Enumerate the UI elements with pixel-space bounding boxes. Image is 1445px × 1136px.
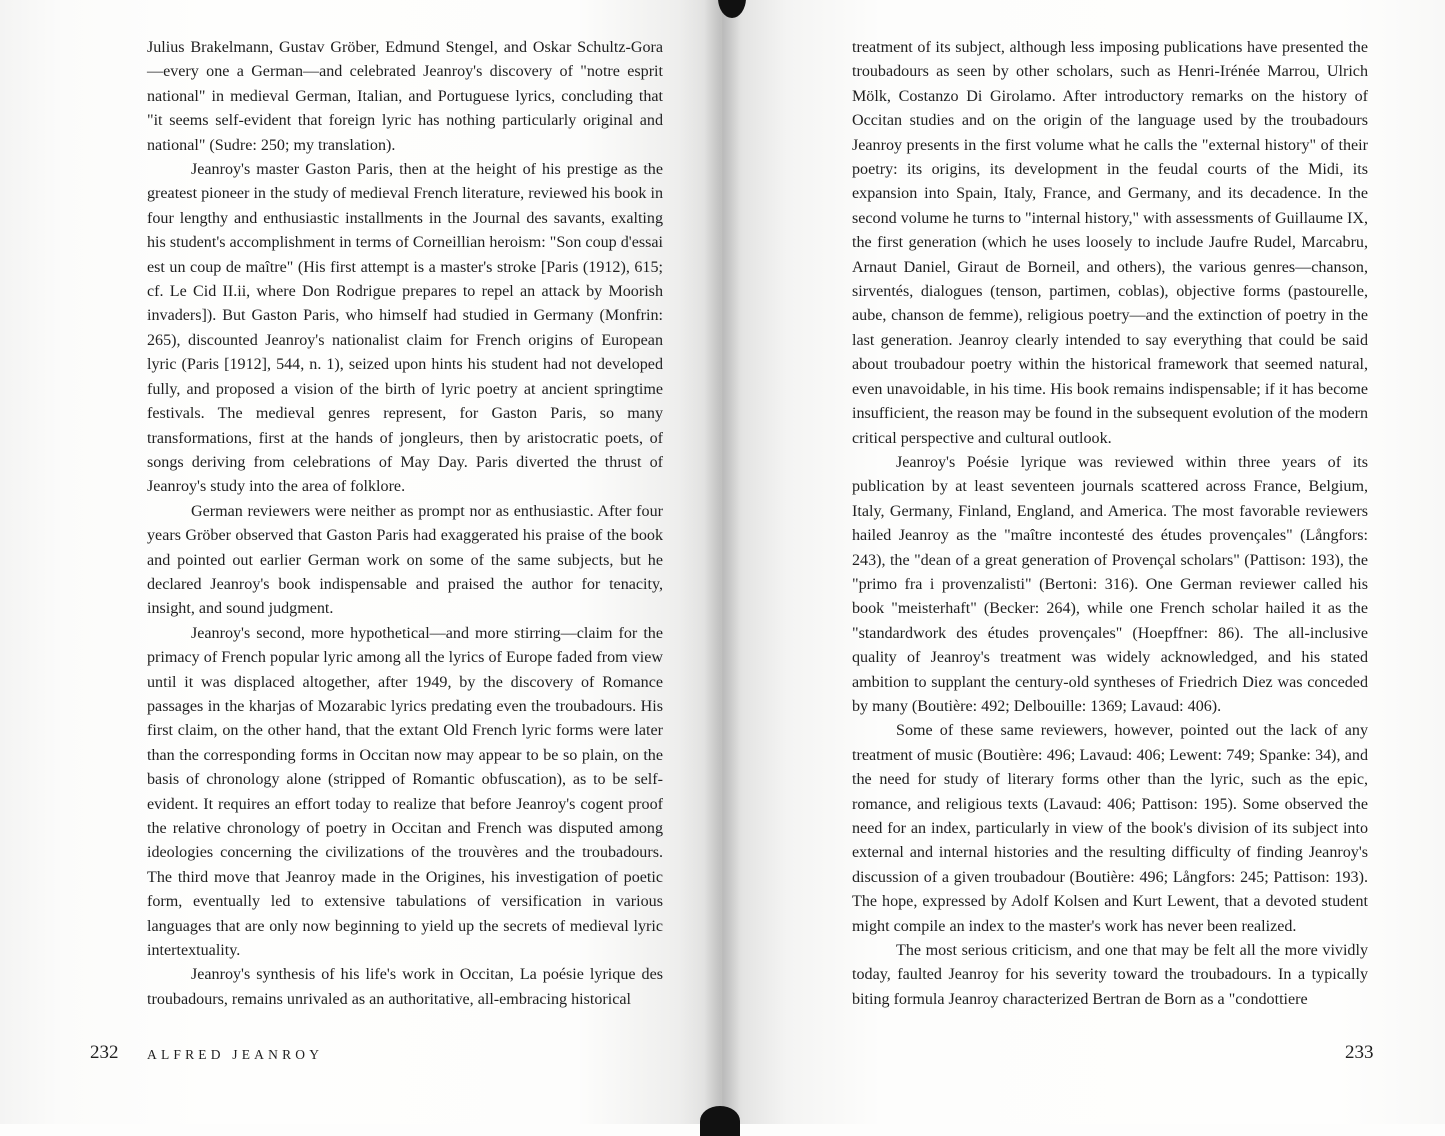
book-gutter-shadow — [704, 0, 740, 1124]
page-number-left: 232 — [90, 1042, 119, 1063]
paragraph: The most serious criticism, and one that may be felt all the more vividly today, faulted Jeanroy for his severity toward the troubadours. In a typically biting formula Jeanroy characterized Bertran de Born as a "condottiere — [852, 942, 1368, 1008]
running-head: ALFRED JEANROY — [147, 1047, 324, 1062]
paragraph: Jeanroy's Poésie lyrique was reviewed within three years of its publication by at least seventeen journals scattered across France, Belgium, Italy, Germany, Finland, England, and America. The most favorable reviewers hailed Jeanroy as the "maître incontesté des études provençales" (Långfors: 243), the "dean of a great generation of Provençal scholars" (Pattison: 193), the "primo fra i provenzalisti" (Bertoni: 316). One German reviewer called his book "meisterhaft" (Becker: 264), while one French scholar hailed it as the "standardwork des études provençales" (Hoepffner: 86). The all-inclusive quality of Jeanroy's treatment was widely acknowledged, and his stated ambition to supplant the century-old syntheses of Friedrich Diez was conceded by many (Boutière: 492; Delbouille: 1369; Lavaud: 406). — [852, 453, 1368, 715]
scan-corner-bottom — [700, 1106, 740, 1136]
paragraph: German reviewers were neither as prompt nor as enthusiastic. After four years Gröber observed that Gaston Paris had exaggerated his praise of the book and pointed out earlier German work on some of the same subjects, but he declared Jeanroy's book indispensable and praised the author for tenacity, insight, and sound judgment. — [147, 502, 663, 618]
paragraph: Jeanroy's synthesis of his life's work in Occitan, La poésie lyrique des troubadours, remains unrivaled as an authoritative, all-embracing historical — [147, 966, 663, 1008]
paragraph: Julius Brakelmann, Gustav Gröber, Edmund Stengel, and Oskar Schultz-Gora—every one a German—and celebrated Jeanroy's discovery of "notre esprit national" in medieval German, Italian, and Portuguese lyrics, concluding that "it seems self-evident that foreign lyric has nothing particularly original and national" (Sudre: 250; my translation). — [147, 39, 663, 154]
left-page-body — [147, 36, 663, 1012]
paragraph: Jeanroy's second, more hypothetical—and more stirring—claim for the primacy of French popular lyric among all the lyrics of Europe faded from view until it was displaced altogether, after 1949, by the discovery of Romance passages in the kharjas of Mozarabic lyrics predating even the troubadours. His first claim, on the other hand, that the extant Old French lyric forms were later than the corresponding forms in Occitan now may appear to be so plain, on the basis of chronology alone (stripped of Romantic obfuscation), as to be self-evident. It requires an effort today to realize that before Jeanroy's cogent proof the relative chronology of poetry in Occitan and French was disputed among ideologies concerning the civilizations of the trouvères and the troubadours. The third move that Jeanroy made in the Origines, his investigation of poetic form, eventually led to extensive tabulations of versification in various languages that are only now beginning to yield up the secrets of medieval lyric intertextuality. — [147, 624, 663, 960]
paragraph: treatment of its subject, although less imposing publications have presented the troubadours as seen by other scholars, such as Henri-Irénée Marrou, Ulrich Mölk, Costanzo Di Girolamo. After introductory remarks on the history of Occitan studies and on the origin of the language used by the troubadours Jeanroy presents in the first volume what he calls the "external history" of their poetry: its origins, its development in the feudal courts of the Midi, its expansion into Spain, Italy, France, and Germany, and its decadence. In the second volume he turns to "internal history," with assessments of Guillaume IX, the first generation (which he uses loosely to include Jaufre Rudel, Marcabru, Arnaut Daniel, Giraut de Borneil, and others), the various genres—chanson, sirventés, dialogues (tenson, partimen, coblas), objective forms (pastourelle, aube, chanson de femme), religious poetry—and the extinction of poetry in the last generation. Jeanroy clearly intended to say everything that could be said about troubadour poetry within the historical framework that seemed natural, even unavoidable, in his time. His book remains indispensable; if it has become insufficient, the reason may be found in the subsequent evolution of the modern critical perspective and cultural outlook. — [852, 39, 1368, 447]
paragraph: Jeanroy's master Gaston Paris, then at the height of his prestige as the greatest pioneer in the study of medieval French literature, reviewed his book in four lengthy and enthusiastic installments in the Journal des savants, exalting his student's accomplishment in terms of Corneillian heroism: "Son coup d'essai est un coup de maître" (His first attempt is a master's stroke [Paris (1912), 615; cf. Le Cid II.ii, where Don Rodrigue prepares to repel an attack by Moorish invaders]). But Gaston Paris, who himself had studied in Germany (Monfrin: 265), discounted Jeanroy's nationalist claim for French origins of European lyric (Paris [1912], 544, n. 1), seized upon hints his student had not developed fully, and proposed a vision of the birth of lyric poetry at ancient springtime festivals. The medieval genres represent, for Gaston Paris, so many transformations, first at the hands of jongleurs, then by aristocratic poets, of songs deriving from celebrations of May Day. Paris diverted the thrust of Jeanroy's study into the area of folklore. — [147, 161, 663, 496]
right-page-body — [852, 36, 1368, 1012]
paragraph: Some of these same reviewers, however, pointed out the lack of any treatment of music (Boutière: 496; Lavaud: 406; Lewent: 749; Spanke: 34), and the need for study of literary forms other than the lyric, such as the epic, romance, and religious texts (Lavaud: 406; Pattison: 195). Some observed the need for an index, particularly in view of the book's division of its subject into external and internal histories and the resulting difficulty of finding Jeanroy's discussion of a given troubadour (Boutière: 496; Långfors: 245; Pattison: 193). The hope, expressed by Adolf Kolsen and Kurt Lewent, that a devoted student might compile an index to the master's work has never been realized. — [852, 722, 1368, 935]
page-number-right: 233 — [1345, 1042, 1374, 1063]
